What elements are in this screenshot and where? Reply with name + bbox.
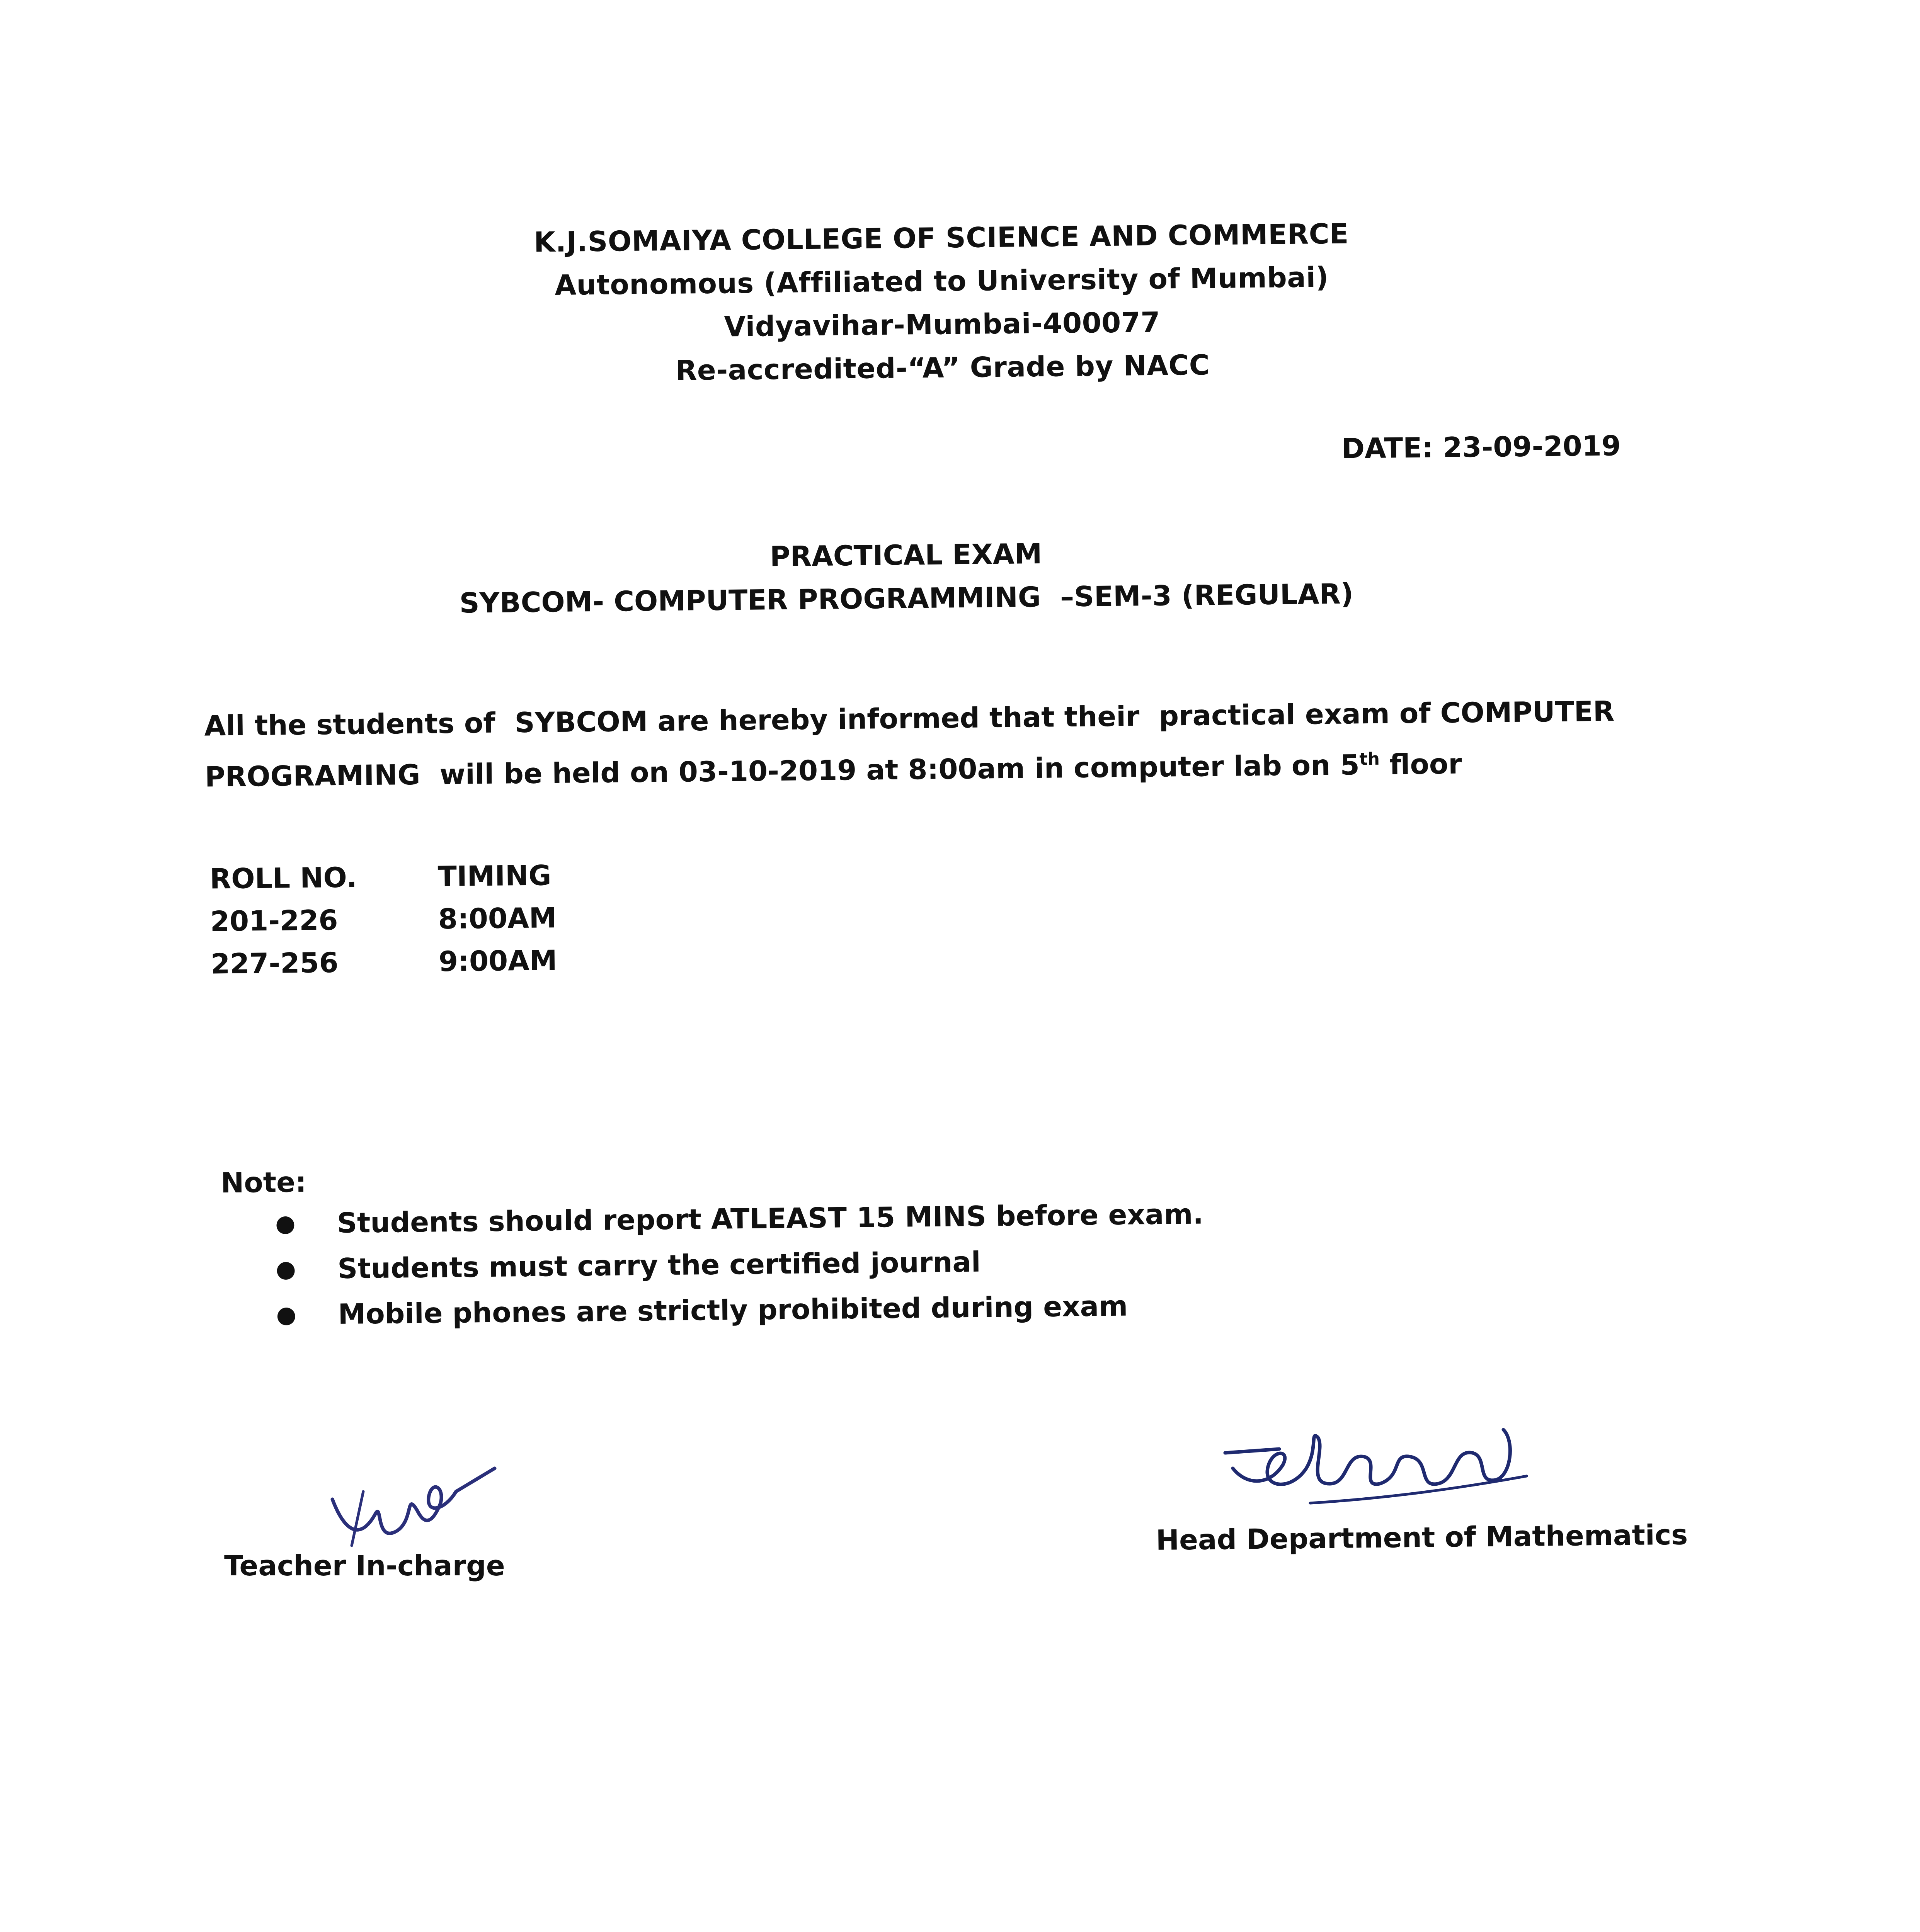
- college-affiliation: Autonomous (Affiliated to University of Mumbai): [554, 261, 1329, 302]
- note-text: Mobile phones are strictly prohibited during exam: [338, 1289, 1128, 1331]
- note-list: [275, 1191, 1205, 1338]
- college-accreditation: Re-accredited-“A” Grade by NACC: [675, 349, 1210, 387]
- bullet-icon: ●: [275, 1210, 296, 1237]
- exam-title: PRACTICAL EXAM: [769, 537, 1042, 573]
- schedule-header-row: [209, 854, 557, 900]
- note-label: Note:: [220, 1165, 307, 1199]
- exam-subtitle: SYBCOM- COMPUTER PROGRAMMING –SEM-3 (REGULAR): [459, 577, 1354, 619]
- notice-body-line1: All the students of SYBCOM are hereby informed that their practical exam of COMPUTER: [204, 695, 1615, 742]
- notice-body: [204, 689, 1615, 799]
- table-row: [210, 896, 557, 942]
- roll-no-cell: 227-256: [210, 946, 339, 980]
- note-text: Students must carry the certified journal: [337, 1245, 981, 1285]
- timing-cell: 9:00AM: [438, 944, 557, 978]
- head-signature: [1210, 1406, 1542, 1530]
- roll-no-header: ROLL NO.: [209, 861, 357, 895]
- letterhead: [419, 211, 1465, 395]
- bullet-icon: ●: [276, 1301, 297, 1328]
- exam-heading: [384, 528, 1428, 625]
- note-text: Students should report ATLEAST 15 MINS before exam.: [337, 1197, 1204, 1240]
- list-item: [276, 1282, 1205, 1338]
- bullet-icon: ●: [275, 1255, 296, 1283]
- college-address: Vidyavihar-Mumbai-400077: [724, 306, 1161, 343]
- teacher-signatory-label: Teacher In-charge: [224, 1549, 505, 1582]
- notice-body-line2-text: PROGRAMING will be held on 03-10-2019 at 8:00am in computer lab on 5: [204, 748, 1360, 793]
- timing-header: TIMING: [437, 859, 551, 893]
- notice-date: DATE: 23-09-2019: [1341, 429, 1621, 465]
- ordinal-suffix: th: [1359, 749, 1380, 769]
- roll-no-cell: 201-226: [210, 903, 338, 938]
- notice-body-line2-end: floor: [1379, 747, 1462, 781]
- table-row: [211, 939, 558, 985]
- college-name: K.J.SOMAIYA COLLEGE OF SCIENCE AND COMMERCE: [533, 217, 1349, 259]
- timing-cell: 8:00AM: [438, 901, 557, 935]
- head-signatory-label: Head Department of Mathematics: [1156, 1518, 1688, 1556]
- schedule-table: [209, 854, 557, 985]
